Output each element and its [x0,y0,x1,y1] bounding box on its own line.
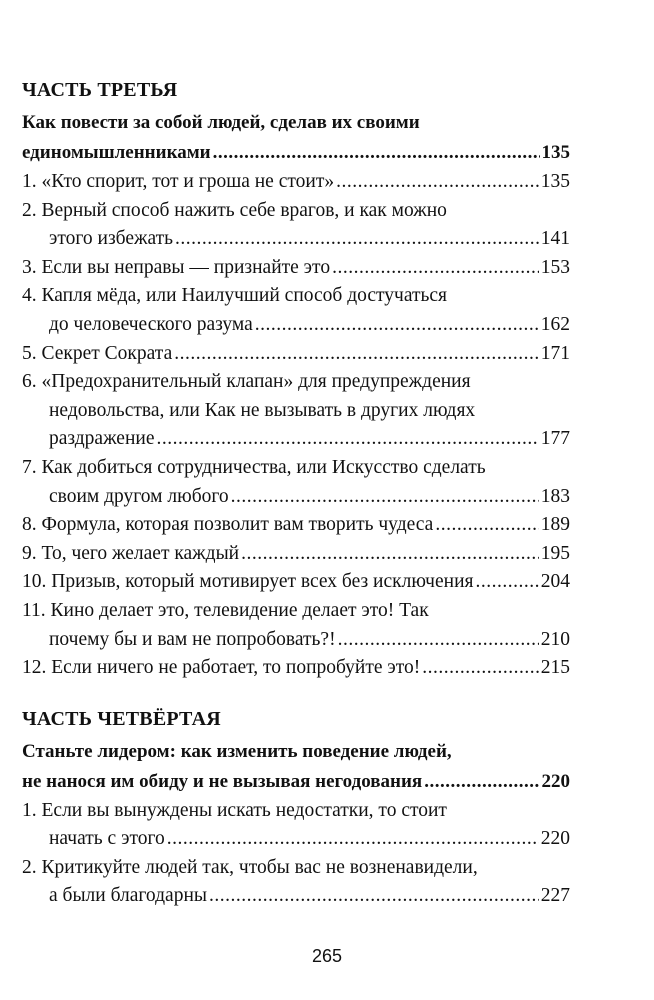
toc-entry: 2. Критикуйте людей так, чтобы вас не возненавидели, а были благодарны ..... 227 [22,854,570,911]
toc-entry: 5. Секрет Сократа ..... 171 [22,340,570,369]
part4-subtitle-line1: Станьте лидером: как изменить поведение людей, [22,740,452,762]
toc-entry: 7. Как добиться сотрудничества, или Искусство сделать своим другом любого ..... 183 [22,454,570,511]
toc-entry: 8. Формула, которая позволит вам творить чудеса ..... 189 [22,511,570,540]
leader-dots [424,767,539,797]
toc-entry: 1. «Кто спорит, тот и гроша не стоит» ..... 135 [22,168,570,197]
part3-title: ЧАСТЬ ТРЕТЬЯ [22,79,178,101]
entry-page: 177 [540,428,570,450]
leader-dots [338,626,539,655]
entry-page: 204 [540,571,570,593]
part4-subtitle-line2: не нанося им обиду и не вызывая негодования ..... 220 [22,767,570,797]
leader-dots [156,425,538,454]
leader-dots [213,138,540,168]
leader-dots [209,882,539,911]
leader-dots [475,568,538,597]
part3-subtitle-line2: единомышленниками ..... 135 [22,138,570,168]
leader-dots [336,168,539,197]
toc-entry: 6. «Предохранительный клапан» для предупреждения недовольства, или Как не вызывать в других людях раздражение ..... 177 [22,368,570,454]
toc-entry: 9. То, чего желает каждый ..... 195 [22,540,570,569]
toc-entry: 12. Если ничего не работает, то попробуйте это! ..... 215 [22,654,570,683]
toc-page [22,76,570,911]
entry-page: 220 [540,828,570,850]
toc-entry: 10. Призыв, который мотивирует всех без исключения ..... 204 [22,568,570,597]
leader-dots [255,311,539,340]
toc-entry: 11. Кино делает это, телевидение делает это! Так почему бы и вам не попробовать?! ..... 210 [22,597,570,654]
entry-page: 215 [540,657,570,679]
leader-dots [241,540,539,569]
entry-page: 183 [540,485,570,507]
entry-page: 162 [540,313,570,335]
page-number: 265 [311,946,343,966]
entry-page: 195 [540,542,570,564]
toc-entry: 4. Капля мёда, или Наилучший способ достучаться до человеческого разума ..... 162 [22,282,570,339]
leader-dots [167,825,539,854]
part3-subtitle-page: 135 [541,142,570,163]
leader-dots [332,254,539,283]
entry-page: 135 [540,171,570,192]
part4-title: ЧАСТЬ ЧЕТВЁРТАЯ [22,707,221,730]
entry-page: 189 [540,514,570,536]
entry-page: 153 [540,256,570,278]
leader-dots [231,483,539,512]
entry-page: 227 [540,885,570,907]
part4-subtitle-page: 220 [541,770,570,792]
leader-dots [175,225,539,254]
part3-subtitle-line1: Как повести за собой людей, сделав их своими [22,112,420,133]
entry-page: 210 [540,628,570,650]
toc-entry: 2. Верный способ нажить себе врагов, и как можно этого избежать ..... 141 [22,197,570,254]
entry-page: 141 [540,228,570,250]
entry-page: 171 [540,342,570,364]
toc-entry: 3. Если вы неправы — признайте это ..... 153 [22,254,570,283]
toc-entry: 1. Если вы вынуждены искать недостатки, то стоит начать с этого ..... 220 [22,797,570,854]
leader-dots [435,511,538,540]
leader-dots [422,654,538,683]
leader-dots [174,340,539,369]
